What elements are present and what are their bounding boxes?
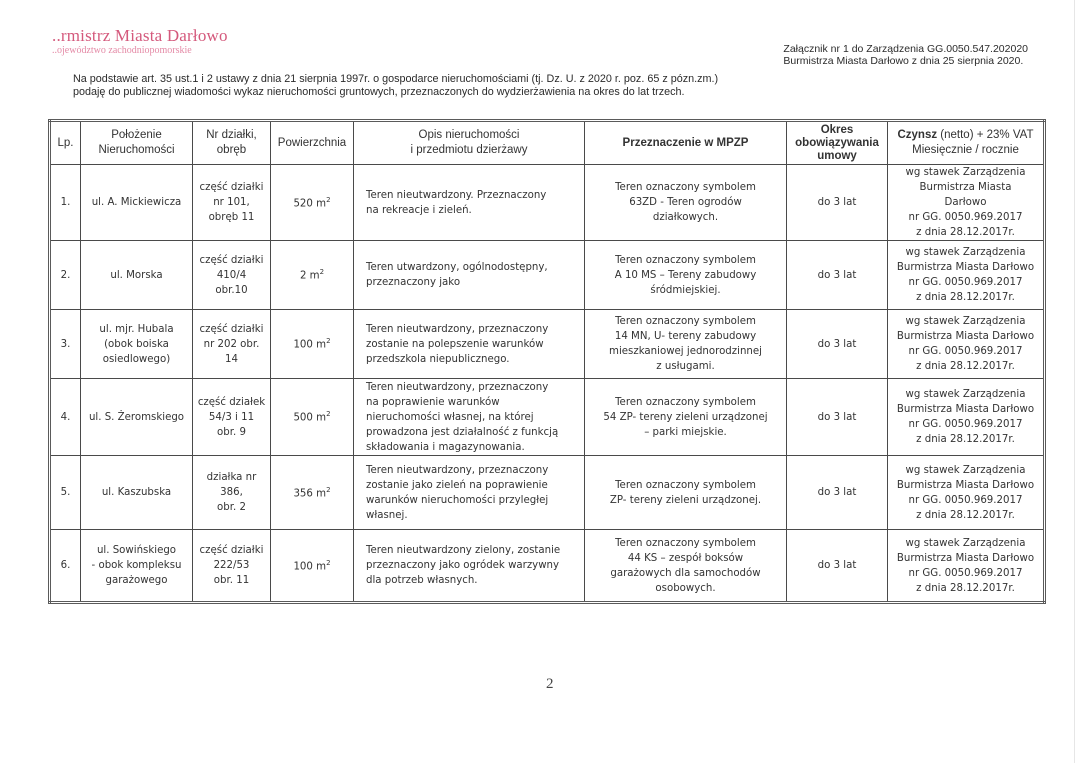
cell-line: 14 MN, U- tereny zabudowy: [614, 331, 757, 342]
cell-mpzp: [585, 310, 787, 379]
cell-lp: 6.: [50, 530, 81, 603]
cell-area: [271, 241, 354, 310]
cell-line: na poprawienie warunków: [366, 396, 500, 408]
cell-location: [81, 165, 193, 241]
area-unit-superscript: 2: [326, 337, 331, 346]
cell-description: [354, 165, 585, 241]
cell-area: [271, 379, 354, 456]
table-row: [50, 241, 1045, 310]
header-text: i przedmiotu dzierżawy: [410, 144, 528, 156]
cell-line: ZP- tereny zieleni urządzonej.: [609, 494, 762, 506]
cell-line: Burmistrza Miasta Darłowo: [896, 262, 1035, 273]
cell-lp: 3.: [50, 310, 81, 379]
header-location: [81, 121, 193, 165]
area-value: 100 m: [293, 339, 327, 351]
area-unit-superscript: 2: [326, 195, 331, 204]
issuer-logo: [52, 26, 228, 56]
cell-line: (obok boiska: [104, 338, 169, 350]
annex-reference: [783, 43, 1028, 67]
cell-line: ul. Morska: [110, 269, 163, 281]
cell-line: ul. Sowińskiego: [96, 545, 177, 556]
cell-line: Teren nieutwardzony zielony, zostanie: [366, 545, 561, 556]
cell-line: własnej.: [366, 509, 408, 521]
cell-line: garażowych dla samochodów: [610, 567, 761, 579]
header-text: Nr działki,: [206, 129, 257, 141]
cell-period: do 3 lat: [787, 456, 888, 530]
annex-line-2: Burmistrza Miasta Darłowo z dnia 25 sierpnia 2020.: [783, 55, 1024, 67]
area-unit-superscript: 2: [319, 268, 325, 277]
cell-plot: [193, 241, 271, 310]
cell-line: nr 101,: [213, 197, 250, 208]
cell-line: nr 202 obr.: [203, 338, 260, 350]
cell-line: nieruchomości własnej, na której: [366, 411, 534, 423]
cell-area: [271, 165, 354, 241]
area-value: 520 m: [293, 198, 327, 210]
cell-rent: [888, 165, 1045, 241]
cell-line: Teren oznaczony symbolem: [615, 182, 756, 193]
cell-line: obr.10: [215, 284, 248, 296]
cell-rent: [888, 310, 1045, 379]
cell-line: Teren nieutwardzony, przeznaczony: [366, 381, 549, 393]
cell-line: nr GG. 0050.969.2017: [908, 212, 1023, 223]
cell-line: część działki: [199, 323, 264, 335]
cell-description: [354, 241, 585, 310]
cell-line: nr GG. 0050.969.2017: [908, 419, 1023, 430]
header-text: Położenie: [111, 129, 162, 141]
cell-line: na rekreacje i zieleń.: [366, 204, 472, 216]
cell-line: zostanie na polepszenie warunków: [366, 338, 544, 350]
cell-line: wg stawek Zarządzenia: [905, 389, 1026, 400]
page-number: 2: [546, 676, 554, 692]
cell-line: nr GG. 0050.969.2017: [908, 346, 1023, 357]
cell-line: z dnia 28.12.2017r.: [916, 509, 1015, 521]
cell-line: Burmistrza Miasta Darłowo: [896, 479, 1035, 491]
cell-line: Teren nieutwardzony, przeznaczony: [366, 323, 549, 335]
cell-line: część działek: [197, 396, 266, 408]
header-description: [354, 121, 585, 165]
cell-line: prowadzona jest działalność z funkcją: [366, 426, 559, 438]
cell-line: osobowych.: [655, 582, 716, 594]
cell-line: z dnia 28.12.2017r.: [916, 361, 1015, 372]
cell-line: przeznaczony jako ogródek warzywny: [366, 560, 560, 571]
cell-line: działkowych.: [652, 212, 719, 223]
cell-area: [271, 310, 354, 379]
cell-line: ul. Kaszubska: [101, 487, 172, 498]
cell-description: [354, 530, 585, 603]
cell-line: garażowego: [105, 575, 168, 586]
cell-lp: 2.: [50, 241, 81, 310]
cell-line: Teren oznaczony symbolem: [615, 254, 756, 266]
cell-mpzp: [585, 530, 787, 603]
cell-description: [354, 310, 585, 379]
header-mpzp: Przeznaczenie w MPZP: [585, 121, 787, 165]
header-lp: Lp.: [50, 121, 81, 165]
intro-paragraph: [73, 73, 813, 99]
cell-line: obręb 11: [208, 212, 255, 223]
cell-lp: 4.: [50, 379, 81, 456]
cell-line: Teren oznaczony symbolem: [615, 316, 756, 327]
cell-line: ul. S. Żeromskiego: [88, 411, 185, 423]
cell-line: osiedlowego): [102, 353, 171, 365]
cell-line: Teren nieutwardzony, przeznaczony: [366, 464, 549, 476]
area-value: 356 m: [293, 488, 327, 500]
cell-line: 54/3 i 11: [208, 411, 255, 423]
area-value: 500 m: [293, 412, 327, 424]
logo-subtitle: ..ojewództwo zachodniopomorskie: [52, 45, 192, 56]
table-row: [50, 456, 1045, 530]
cell-line: część działki: [199, 182, 264, 193]
cell-line: Teren oznaczony symbolem: [615, 479, 756, 491]
cell-line: wg stawek Zarządzenia: [905, 247, 1026, 258]
table-row: [50, 379, 1045, 456]
cell-location: [81, 456, 193, 530]
table-row: [50, 165, 1045, 241]
cell-line: wg stawek Zarządzenia: [905, 316, 1026, 327]
intro-line-1: Na podstawie art. 35 ust.1 i 2 ustawy z dnia 21 sierpnia 1997r. o gospodarce nieruchomościami (tj. Dz. U. z 2020 r. poz. 65 z pózn.zm.): [73, 73, 719, 85]
cell-description: [354, 456, 585, 530]
cell-mpzp: [585, 456, 787, 530]
cell-line: - obok kompleksu: [91, 560, 182, 571]
cell-line: warunków nieruchomości przyległej: [366, 494, 549, 506]
cell-line: nr GG. 0050.969.2017: [908, 567, 1023, 579]
cell-line: Teren oznaczony symbolem: [615, 537, 756, 549]
cell-line: nr GG. 0050.969.2017: [908, 494, 1023, 506]
cell-line: dla potrzeb własnych.: [366, 575, 478, 586]
area-unit-superscript: 2: [326, 558, 331, 567]
cell-line: wg stawek Zarządzenia: [905, 167, 1026, 178]
cell-location: [81, 379, 193, 456]
cell-line: wg stawek Zarządzenia: [905, 464, 1026, 476]
cell-line: śródmiejskiej.: [650, 284, 721, 296]
cell-rent: [888, 379, 1045, 456]
cell-rent: [888, 456, 1045, 530]
cell-line: Teren oznaczony symbolem: [615, 396, 756, 408]
cell-line: Teren utwardzony, ogólnodostępny,: [366, 262, 548, 273]
cell-line: z dnia 28.12.2017r.: [916, 582, 1015, 594]
header-text: Czynsz: [897, 129, 938, 141]
cell-line: z dnia 28.12.2017r.: [916, 227, 1015, 238]
cell-line: mieszkaniowej jednorodzinnej: [609, 346, 762, 357]
page-edge-shadow: [1074, 0, 1075, 763]
header-period: [787, 121, 888, 165]
cell-lp: 1.: [50, 165, 81, 241]
cell-line: zostanie jako zieleń na poprawienie: [366, 479, 548, 491]
cell-line: Burmistrza Miasta Darłowo: [896, 331, 1035, 342]
cell-line: Burmistrza Miasta: [919, 182, 1012, 193]
cell-plot: [193, 379, 271, 456]
cell-line: z usługami.: [656, 361, 715, 372]
header-rent: [888, 121, 1045, 165]
cell-line: – parki miejskie.: [644, 426, 727, 438]
cell-location: [81, 530, 193, 603]
cell-line: 44 KS – zespół boksów: [627, 552, 744, 564]
cell-plot: [193, 165, 271, 241]
area-unit-superscript: 2: [326, 485, 331, 494]
annex-line-1: Załącznik nr 1 do Zarządzenia GG.0050.547.202020: [783, 43, 1028, 55]
table-row: [50, 310, 1045, 379]
cell-line: 222/53: [213, 560, 250, 571]
cell-location: [81, 310, 193, 379]
header-text: obręb: [216, 144, 247, 156]
cell-line: obr. 2: [217, 502, 246, 513]
intro-line-2: podaję do publicznej wiadomości wykaz nieruchomości gruntowych, przeznaczonych do wydzierżawienia na okres do lat trzech.: [73, 86, 685, 98]
cell-line: 410/4: [216, 269, 247, 281]
area-value: 2 m: [299, 270, 320, 282]
header-text: umowy: [817, 149, 857, 162]
cell-line: obr. 9: [217, 426, 246, 438]
header-plot: [193, 121, 271, 165]
cell-line: ul. mjr. Hubala: [99, 323, 174, 335]
cell-line: przedszkola niepublicznego.: [366, 353, 510, 365]
cell-plot: [193, 310, 271, 379]
cell-period: do 3 lat: [787, 165, 888, 241]
table-header-row: [50, 121, 1045, 165]
cell-line: z dnia 28.12.2017r.: [916, 434, 1015, 445]
cell-line: wg stawek Zarządzenia: [905, 537, 1026, 549]
cell-mpzp: [585, 165, 787, 241]
cell-line: 14: [225, 353, 238, 365]
cell-line: obr. 11: [213, 575, 250, 586]
cell-line: Burmistrza Miasta Darłowo: [896, 404, 1035, 415]
cell-location: [81, 241, 193, 310]
property-table: [48, 119, 1046, 604]
cell-period: do 3 lat: [787, 379, 888, 456]
cell-line: A 10 MS – Tereny zabudowy: [614, 269, 757, 281]
cell-line: składowania i magazynowania.: [366, 441, 525, 453]
cell-line: część działki: [199, 254, 264, 266]
cell-period: do 3 lat: [787, 530, 888, 603]
cell-line: Burmistrza Miasta Darłowo: [896, 552, 1035, 564]
cell-line: 54 ZP- tereny zieleni urządzonej: [603, 411, 768, 423]
header-area: Powierzchnia: [271, 121, 354, 165]
header-text: Miesięcznie / rocznie: [912, 144, 1019, 156]
logo-title: ..rmistrz Miasta Darłowo: [52, 26, 228, 45]
cell-description: [354, 379, 585, 456]
cell-plot: [193, 530, 271, 603]
cell-mpzp: [585, 241, 787, 310]
header-text: (netto) + 23% VAT: [937, 129, 1034, 141]
cell-plot: [193, 456, 271, 530]
cell-period: do 3 lat: [787, 241, 888, 310]
area-value: 100 m: [293, 561, 327, 573]
cell-line: ul. A. Mickiewicza: [91, 197, 182, 208]
cell-rent: [888, 530, 1045, 603]
table-row: [50, 530, 1045, 603]
header-text: Nieruchomości: [98, 144, 175, 156]
cell-line: nr GG. 0050.969.2017: [908, 277, 1023, 288]
header-text: obowiązywania: [795, 136, 879, 149]
cell-line: 386,: [220, 487, 243, 498]
area-unit-superscript: 2: [326, 410, 331, 419]
cell-period: do 3 lat: [787, 310, 888, 379]
cell-line: z dnia 28.12.2017r.: [916, 292, 1015, 303]
cell-area: [271, 456, 354, 530]
cell-line: działka nr: [206, 472, 257, 483]
cell-lp: 5.: [50, 456, 81, 530]
cell-line: Darłowo: [944, 197, 987, 208]
cell-line: część działki: [199, 545, 264, 556]
header-text: Opis nieruchomości: [418, 129, 520, 141]
cell-line: Teren nieutwardzony. Przeznaczony: [366, 189, 547, 201]
cell-line: przeznaczony jako: [366, 277, 461, 288]
header-text: Okres: [820, 123, 854, 136]
cell-mpzp: [585, 379, 787, 456]
cell-line: 63ZD - Teren ogrodów: [629, 197, 742, 208]
cell-area: [271, 530, 354, 603]
cell-rent: [888, 241, 1045, 310]
